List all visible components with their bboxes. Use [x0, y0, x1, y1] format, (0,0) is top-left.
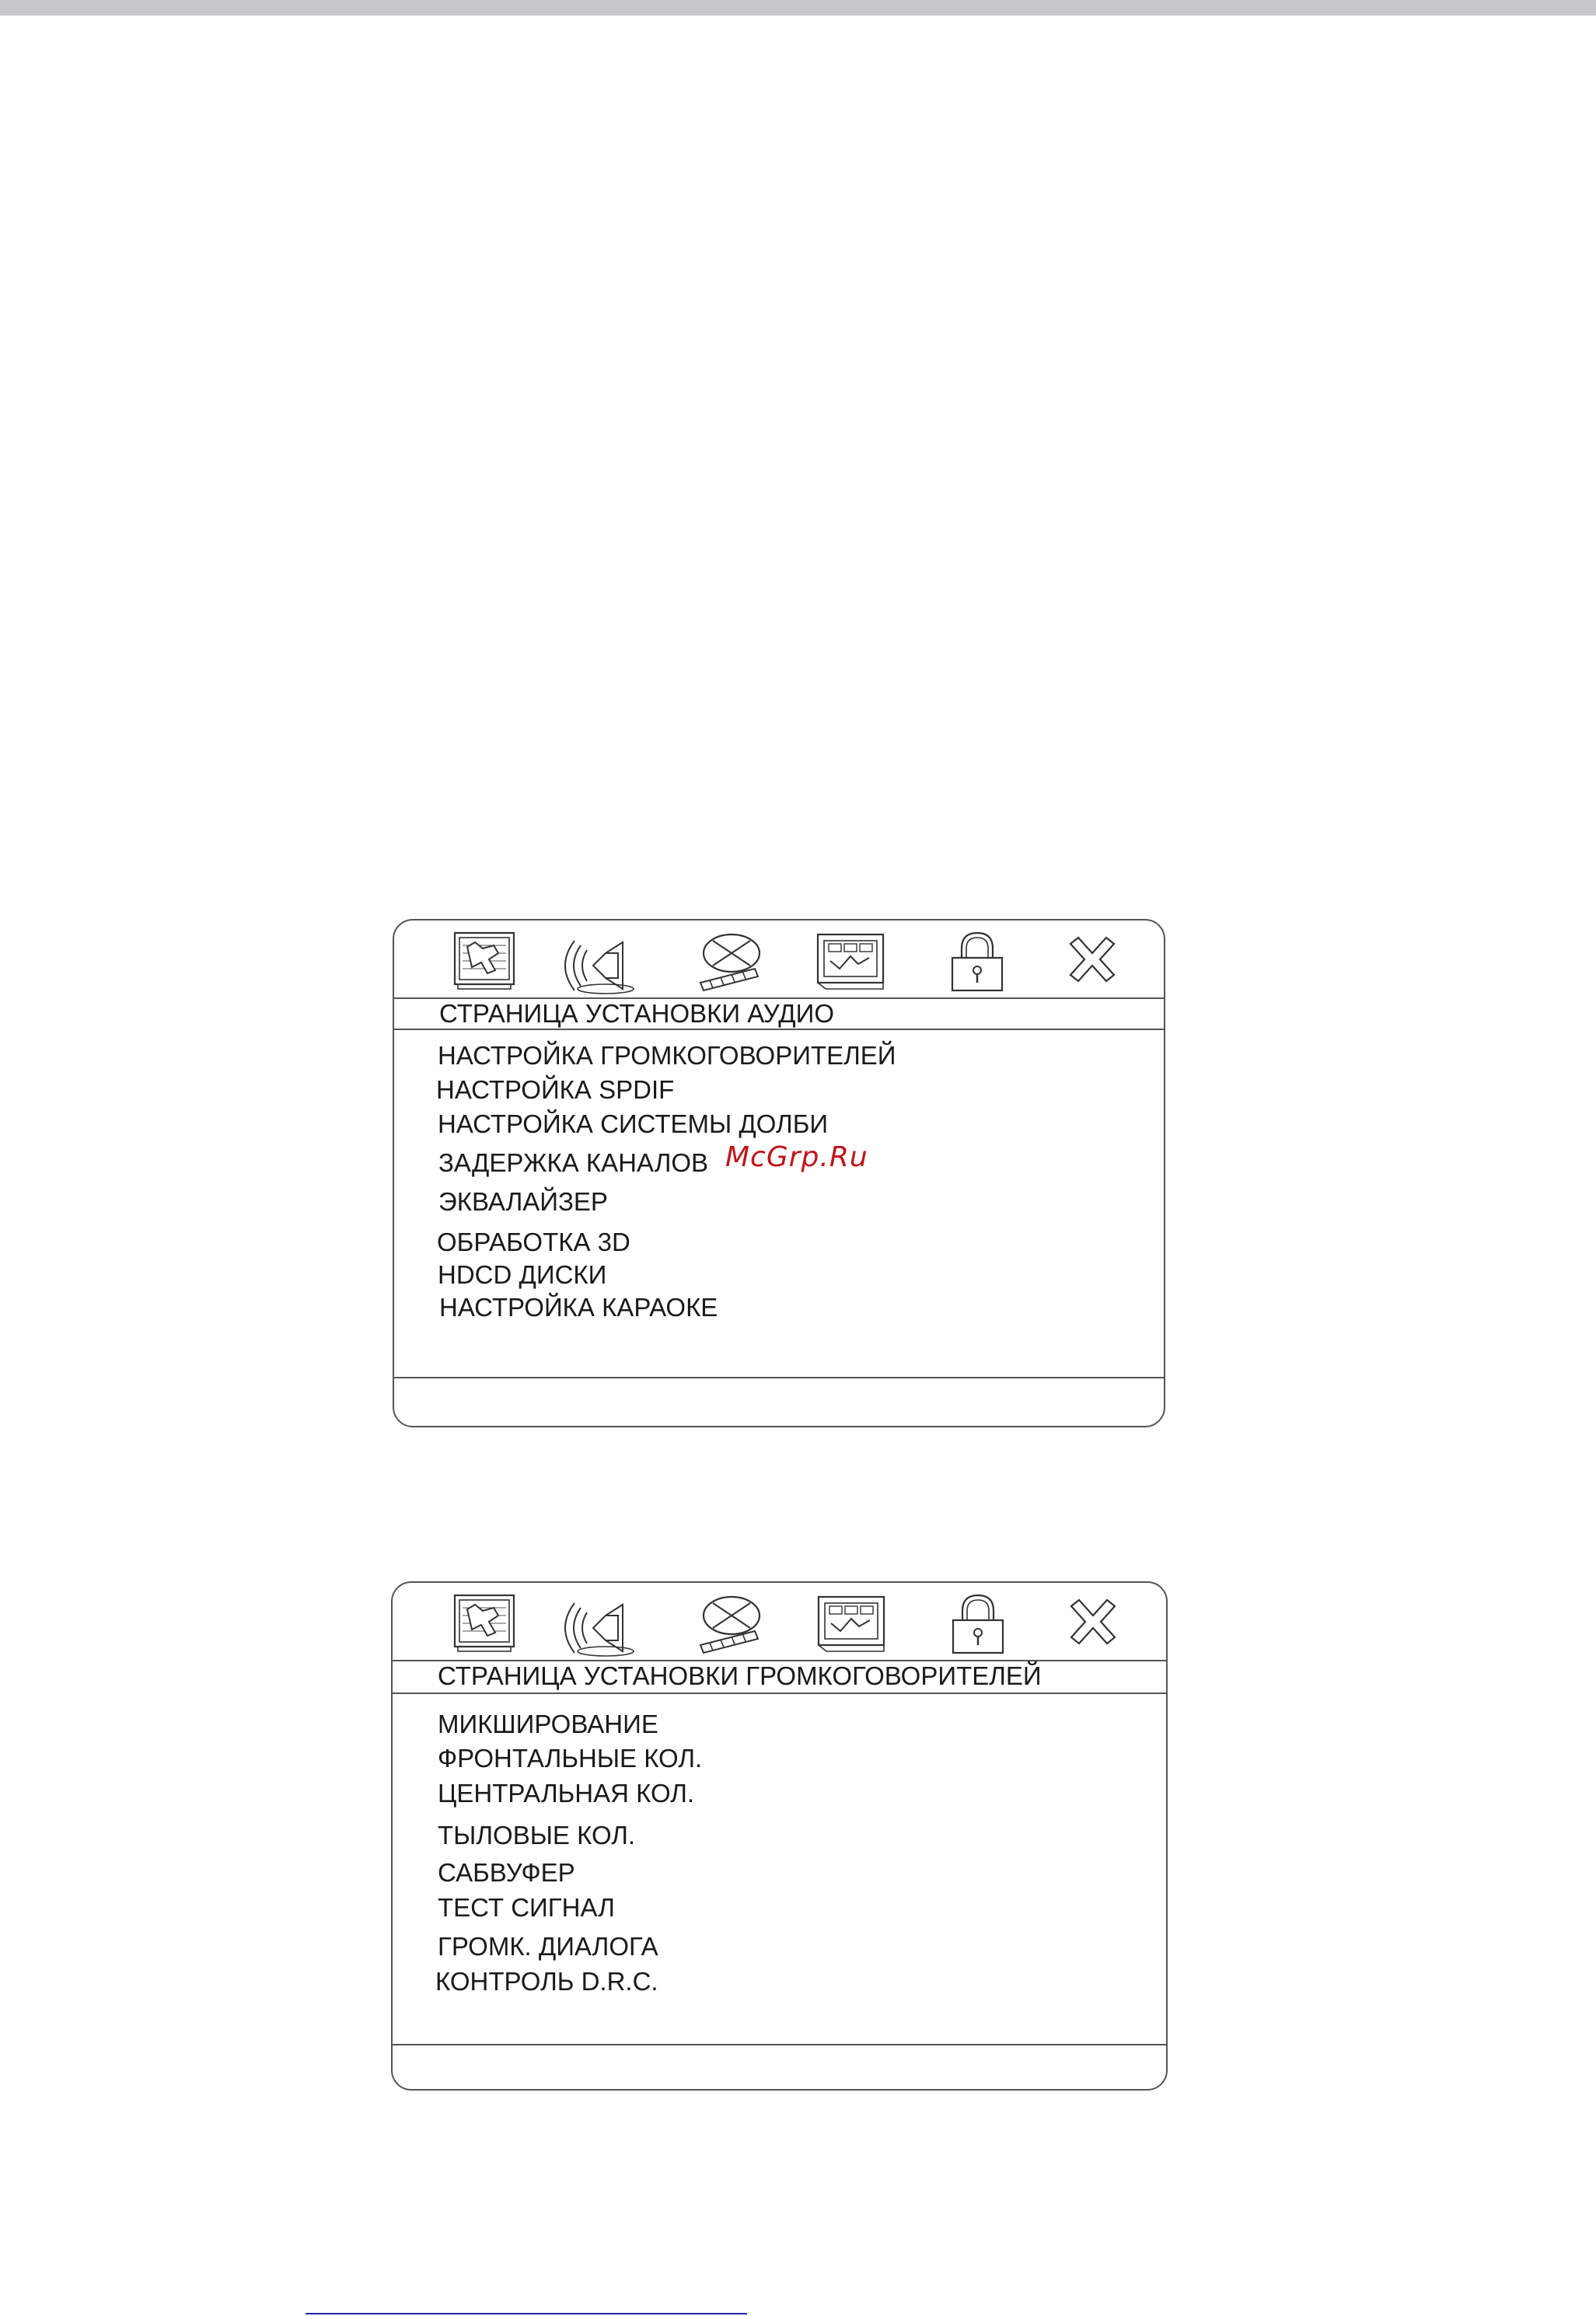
menu-item-dolby-setup[interactable]: НАСТРОЙКА СИСТЕМЫ ДОЛБИ	[438, 1109, 829, 1138]
video-disc-icon[interactable]	[690, 1589, 770, 1661]
menu-item-front-speaker[interactable]: ФРОНТАЛЬНЫЕ КОЛ.	[438, 1744, 703, 1773]
menu-item-speaker-setup[interactable]: НАСТРОЙКА ГРОМКОГОВОРИТЕЛЕЙ	[438, 1041, 896, 1070]
menu-item-dialog-level[interactable]: ГРОМК. ДИАЛОГА	[438, 1932, 658, 1961]
menu-item-subwoofer[interactable]: САБВУФЕР	[438, 1858, 575, 1887]
menu-item-equalizer[interactable]: ЭКВАЛАЙЗЕР	[438, 1187, 608, 1216]
video-disc-icon[interactable]	[690, 927, 770, 998]
preferences-icon[interactable]	[809, 1589, 890, 1661]
audio-setup-icon[interactable]	[559, 927, 640, 998]
menu-item-rear-speaker[interactable]: ТЫЛОВЫЕ КОЛ.	[438, 1821, 636, 1850]
picture-setup-icon[interactable]	[444, 927, 525, 998]
menu-item-karaoke-setup[interactable]: НАСТРОЙКА КАРАОКЕ	[439, 1293, 718, 1322]
speaker-setup-screen	[391, 1581, 1168, 2091]
page-title: СТРАНИЦА УСТАНОВКИ ГРОМКОГОВОРИТЕЛЕЙ	[438, 1661, 1042, 1690]
menu-item-3d-processing[interactable]: ОБРАБОТКА 3D	[437, 1228, 630, 1256]
picture-setup-icon[interactable]	[444, 1589, 525, 1661]
menu-item-center-speaker[interactable]: ЦЕНТРАЛЬНАЯ КОЛ.	[438, 1779, 695, 1808]
page-title: СТРАНИЦА УСТАНОВКИ АУДИО	[439, 999, 835, 1028]
divider	[394, 1377, 1164, 1378]
preferences-icon[interactable]	[808, 927, 889, 998]
menu-item-test-tone[interactable]: ТЕСТ СИГНАЛ	[438, 1893, 615, 1922]
divider	[393, 2044, 1166, 2045]
menu-item-spdif-setup[interactable]: НАСТРОЙКА SPDIF	[436, 1075, 675, 1104]
menu-item-drc-control[interactable]: КОНТРОЛЬ D.R.C.	[435, 1967, 658, 1996]
audio-setup-icon[interactable]	[559, 1589, 640, 1661]
divider	[393, 1692, 1166, 1694]
close-icon[interactable]	[1052, 927, 1133, 998]
setup-icon-toolbar	[393, 1583, 1166, 1661]
bottom-link-underline	[306, 2313, 747, 2314]
lock-icon[interactable]	[934, 1589, 1015, 1661]
audio-setup-screen	[393, 919, 1165, 1427]
close-icon[interactable]	[1053, 1589, 1133, 1661]
menu-item-hdcd[interactable]: HDCD ДИСКИ	[438, 1260, 607, 1289]
lock-icon[interactable]	[934, 927, 1015, 998]
setup-icon-toolbar	[394, 920, 1164, 999]
page-top-border	[0, 0, 1596, 16]
divider	[394, 1029, 1164, 1030]
menu-item-channel-delay[interactable]: ЗАДЕРЖКА КАНАЛОВ	[438, 1148, 709, 1177]
watermark: McGrp.Ru	[725, 1141, 868, 1173]
menu-item-downmix[interactable]: МИКШИРОВАНИЕ	[438, 1710, 658, 1738]
